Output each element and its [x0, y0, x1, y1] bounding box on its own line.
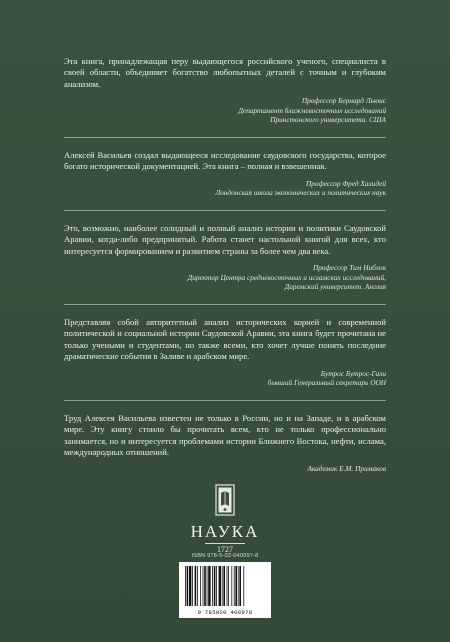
barcode-digits: 9 785020 400978: [197, 609, 253, 616]
barcode-bar: [222, 566, 223, 606]
divider: [64, 210, 386, 211]
review-attribution: [64, 369, 386, 388]
review-affiliation: Принстонского университета. США: [270, 115, 386, 125]
barcode-bar: [195, 566, 197, 606]
review-affiliation: Лондонская школа экономических и политических наук: [215, 188, 386, 198]
barcode-bar: [192, 566, 193, 606]
barcode-bar: [234, 566, 235, 606]
review-affiliation: Департамент ближневосточных исследований: [238, 105, 386, 115]
book-emblem-icon: [215, 484, 235, 516]
barcode-bar: [228, 566, 229, 606]
barcode-bar: [214, 566, 216, 606]
review-attribution: [64, 96, 386, 125]
barcode-bar: [238, 566, 239, 606]
review-text: Алексей Васильев создал выдающееся исследование саудовского государства, которое богато исторической документацией. Эта книга – полная и взвешенная.: [64, 150, 386, 172]
review-text: Представляя собой авторитетный анализ исторических корней и современной политической и социальной истории Саудовской Аравии, эта книга будет прочитана не только учеными и студентами, но также всеми, кто хочет лучше понять последние драматические события в Заливе и арабском мире.: [64, 317, 386, 362]
barcode-bars: [179, 562, 271, 608]
year-divider: [205, 543, 245, 544]
divider: [64, 137, 386, 138]
review-author: Бутрос Бутрос-Гали: [320, 368, 386, 378]
review-2: [64, 150, 386, 198]
barcode-bar: [239, 566, 241, 606]
review-affiliation: Даремский университет. Англия: [284, 282, 386, 292]
review-attribution: [64, 263, 386, 292]
barcode-bar: [219, 566, 221, 606]
barcode-bar: [189, 566, 191, 606]
barcode-bar: [185, 566, 186, 606]
review-5: [64, 413, 386, 474]
review-author: Профессор Тим Ниблок: [312, 263, 386, 273]
reviews-block: [64, 56, 386, 486]
barcode-bar: [187, 566, 189, 606]
barcode-bar: [204, 566, 206, 606]
review-author: Академик Е.М. Примаков: [307, 464, 386, 474]
barcode-bar: [216, 566, 217, 606]
barcode-bar: [227, 566, 228, 606]
barcode-bar: [223, 566, 225, 606]
isbn-label: ISBN 978-5-02-040097-8: [191, 553, 259, 559]
barcode-bar: [212, 566, 213, 606]
review-author: Профессор Бернард Льюис: [301, 96, 386, 106]
barcode-bar: [207, 566, 208, 606]
barcode-bar: [231, 566, 232, 606]
publisher-name: НАУКА: [190, 522, 260, 541]
barcode: [179, 562, 271, 618]
review-text: Эта книга, принадлежащая перу выдающегося российского ученого, специалиста в своей области, объединяет богатство любопытных деталей с точным и глубоким анализом.: [64, 56, 386, 89]
barcode-bar: [197, 566, 198, 606]
publisher-year: 1727: [217, 545, 233, 554]
publisher-logo: [0, 484, 450, 555]
barcode-bar: [235, 566, 237, 606]
review-affiliation: Директор Центра средневосточных и исламских исследований,: [187, 272, 386, 282]
review-text: Это, возможно, наиболее солидный и полный анализ истории и политики Саудовской Аравии, когда-либо предпринятый. Работа станет настольной книгой для всех, кто интересуется формированием и развитием страны за более чем два века.: [64, 223, 386, 256]
review-author: Профессор Фред Халидей: [306, 178, 386, 188]
review-affiliation: бывший Генеральный секретарь ООН: [267, 378, 386, 388]
review-1: [64, 56, 386, 125]
barcode-bar: [208, 566, 210, 606]
review-attribution: [64, 179, 386, 198]
review-4: [64, 317, 386, 388]
barcode-bar: [200, 566, 201, 606]
divider: [64, 400, 386, 401]
review-attribution: [64, 464, 386, 474]
review-3: [64, 223, 386, 292]
barcode-bar: [243, 566, 244, 606]
divider: [64, 304, 386, 305]
review-text: Труд Алексея Васильева известен не только в России, но и на Западе, и в арабском мире. Эту книгу стоило бы прочитать всем, кто не только профессионально занимается, но и интересуется проблемами истории Ближнего Востока, нефти, ислама, международных отношений.: [64, 412, 386, 458]
barcode-bar: [203, 566, 204, 606]
